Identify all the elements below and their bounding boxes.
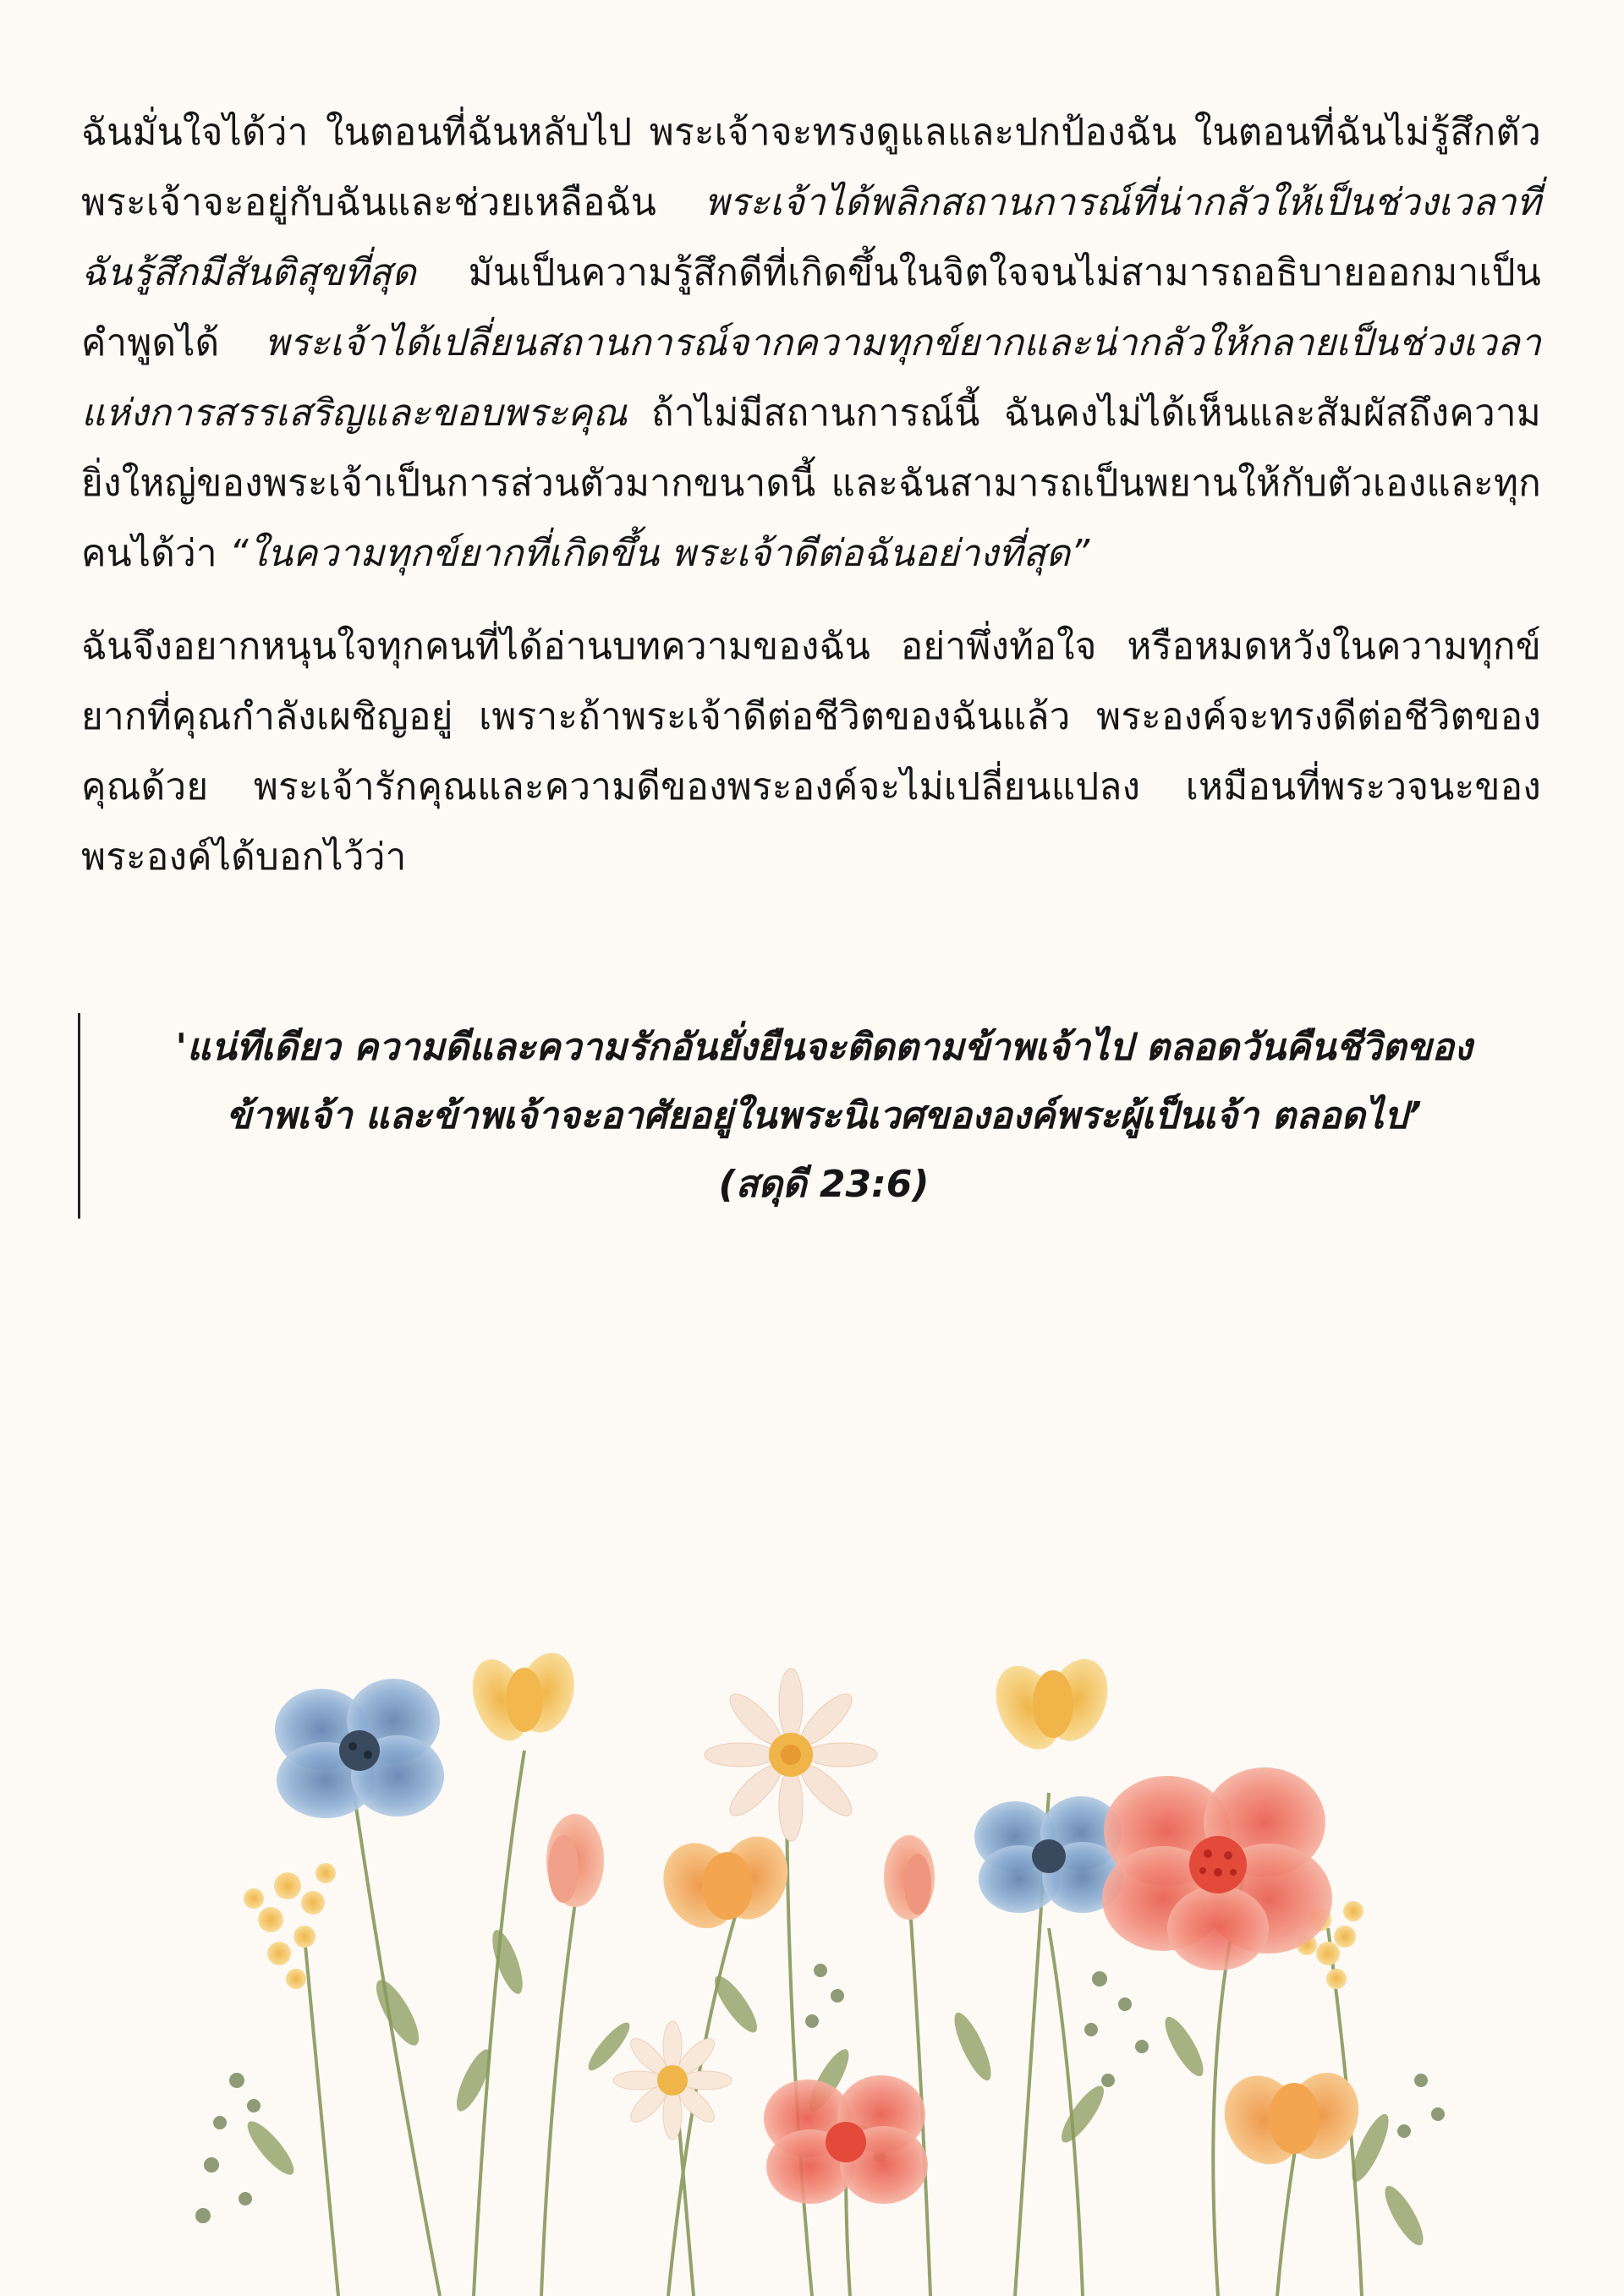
watercolor-wildflowers-icon <box>0 1607 1624 2296</box>
blue-flower <box>974 1796 1123 1913</box>
article-body <box>81 97 1541 892</box>
peach-bud <box>546 1814 604 1907</box>
testimony-emphasis: พระเจ้าได้พลิกสถานการณ์ที่น่ากลัวให้เป็นช่วงเวลาที่ฉันรู้สึกมีสันติสุขที่สุด <box>81 181 1541 294</box>
daisy-flower <box>705 1669 877 1841</box>
paragraph-encouragement: ฉันจึงอยากหนุนใจทุกคนที่ได้อ่านบทความของฉัน อย่าพึ่งท้อใจ หรือหมดหวังในความทุกข์ยากที่คุณกำลังเผชิญอยู่ เพราะถ้าพระเจ้าดีต่อชีวิตของฉันแล้ว พระองค์จะทรงดีต่อชีวิตของคุณด้วย พระเจ้ารักคุณและความดีของพระองค์จะไม่เปลี่ยนแปลง เหมือนที่พระวจนะของพระองค์ได้บอกไว้ว่า <box>81 625 1541 879</box>
paragraph-testimony <box>81 97 1541 589</box>
testimony-quote: “ในความทุกข์ยากที่เกิดขึ้น พระเจ้าดีต่อฉันอย่างที่สุด” <box>229 532 1090 575</box>
scripture-reference: (สดุดี 23:6) <box>718 1163 930 1206</box>
coral-flower <box>764 2075 928 2204</box>
yellow-tulip <box>463 1647 583 1749</box>
orange-tulip <box>650 1827 798 1941</box>
testimony-sentence: มันเป็นความรู้สึกดีที่เกิดขึ้นในจิตใจจนไม่สามารถอธิบายออกมาเป็นคำพูดได้ <box>81 251 1541 364</box>
coral-flower <box>1102 1767 1332 1970</box>
scripture-line-1: 'แน่ทีเดียว ความดีและความรักอันยั่งยืนจะติดตามข้าพเจ้าไป ตลอดวันคืนชีวิตของ <box>175 1026 1473 1069</box>
scripture-quote <box>78 1013 1555 1219</box>
yellow-tulip <box>984 1651 1119 1760</box>
peach-bud <box>884 1835 935 1920</box>
testimony-emphasis: พระเจ้าได้เปลี่ยนสถานการณ์จากความทุกข์ยากและน่ากลัวให้กลายเป็นช่วงเวลาแห่งการสรรเสริญและขอบพระคุณ <box>81 321 1541 435</box>
testimony-sentence: ฉันมั่นใจได้ว่า ในตอนที่ฉันหลับไป พระเจ้าจะทรงดูแลและปกป้องฉัน ในตอนที่ฉันไม่รู้สึกตัว พระเจ้าจะอยู่กับฉันและช่วยเหลือฉัน <box>81 111 1541 224</box>
testimony-sentence: ถ้าไม่มีสถานการณ์นี้ ฉันคงไม่ได้เห็นและสัมผัสถึงความยิ่งใหญ่ของพระเจ้าเป็นการส่วนตัวมากขนาดนี้ และฉันสามารถเป็นพยานให้กับตัวเองและทุกคนได้ว่า <box>81 392 1541 575</box>
daisy-flower <box>613 2021 732 2140</box>
blue-flower <box>275 1679 444 1818</box>
scripture-line-2: ข้าพเจ้า และข้าพเจ้าจะอาศัยอยู่ในพระนิเวศขององค์พระผู้เป็นเจ้า ตลอดไป’ <box>226 1094 1422 1137</box>
yellow-cluster-left <box>244 1863 336 1989</box>
